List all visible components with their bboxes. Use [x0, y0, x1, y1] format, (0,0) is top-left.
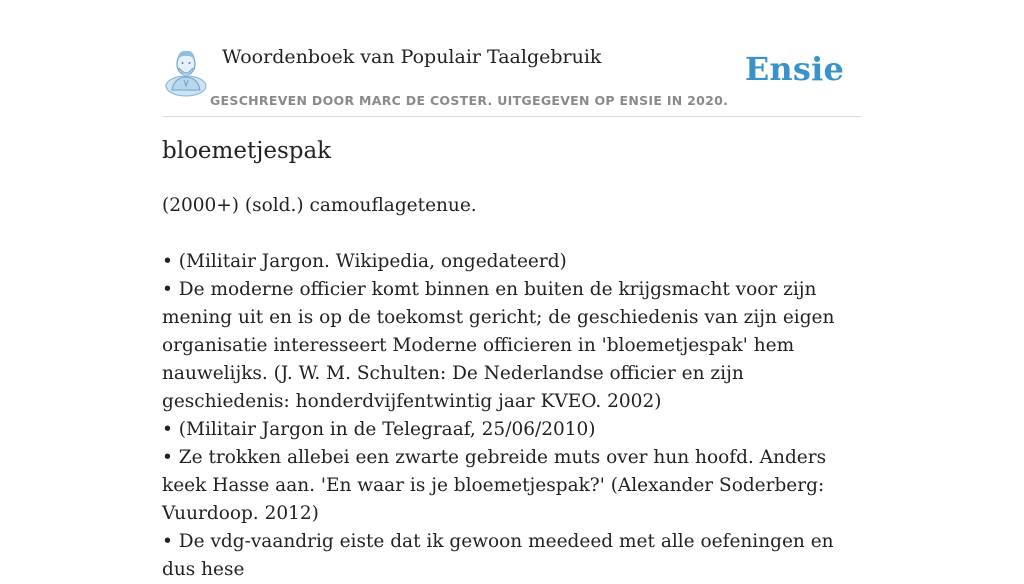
entry-title: bloemetjespak: [162, 138, 332, 164]
site-header: [162, 40, 862, 117]
ensie-logo-link[interactable]: Ensie: [744, 50, 844, 88]
entry-body: [162, 192, 862, 584]
citation-1: • (Militair Jargon. Wikipedia, ongedateerd): [162, 251, 567, 272]
citation-2: • De moderne officier komt binnen en buiten de krijgsmacht voor zijn mening uit en is op de toekomst gericht; de geschiedenis van zijn eigen organisatie interesseert Moderne officieren in 'bloemetjespak' hem nauwelijks. (J. W. M. Schulten: De Nederlandse officier en zijn geschiedenis: honderdvijfentwintig jaar KVEO. 2002): [162, 279, 835, 412]
citation-5: • De vdg-vaandrig eiste dat ik gewoon meedeed met alle oefeningen en dus hese: [162, 531, 834, 580]
entry-definition: (2000+) (sold.) camouflagetenue.: [162, 195, 477, 216]
byline: GESCHREVEN DOOR MARC DE COSTER. UITGEGEVEN OP ENSIE IN 2020.: [210, 93, 729, 108]
citation-3: • (Militair Jargon in de Telegraaf, 25/06/2010): [162, 419, 596, 440]
citation-4: • Ze trokken allebei een zwarte gebreide muts over hun hoofd. Anders keek Hasse aan. 'En waar is je bloemetjespak?' (Alexander Soderberg: Vuurdoop. 2012): [162, 447, 827, 524]
book-title-link[interactable]: Woordenboek van Populair Taalgebruik: [222, 46, 602, 68]
author-portrait-icon[interactable]: [164, 46, 208, 94]
